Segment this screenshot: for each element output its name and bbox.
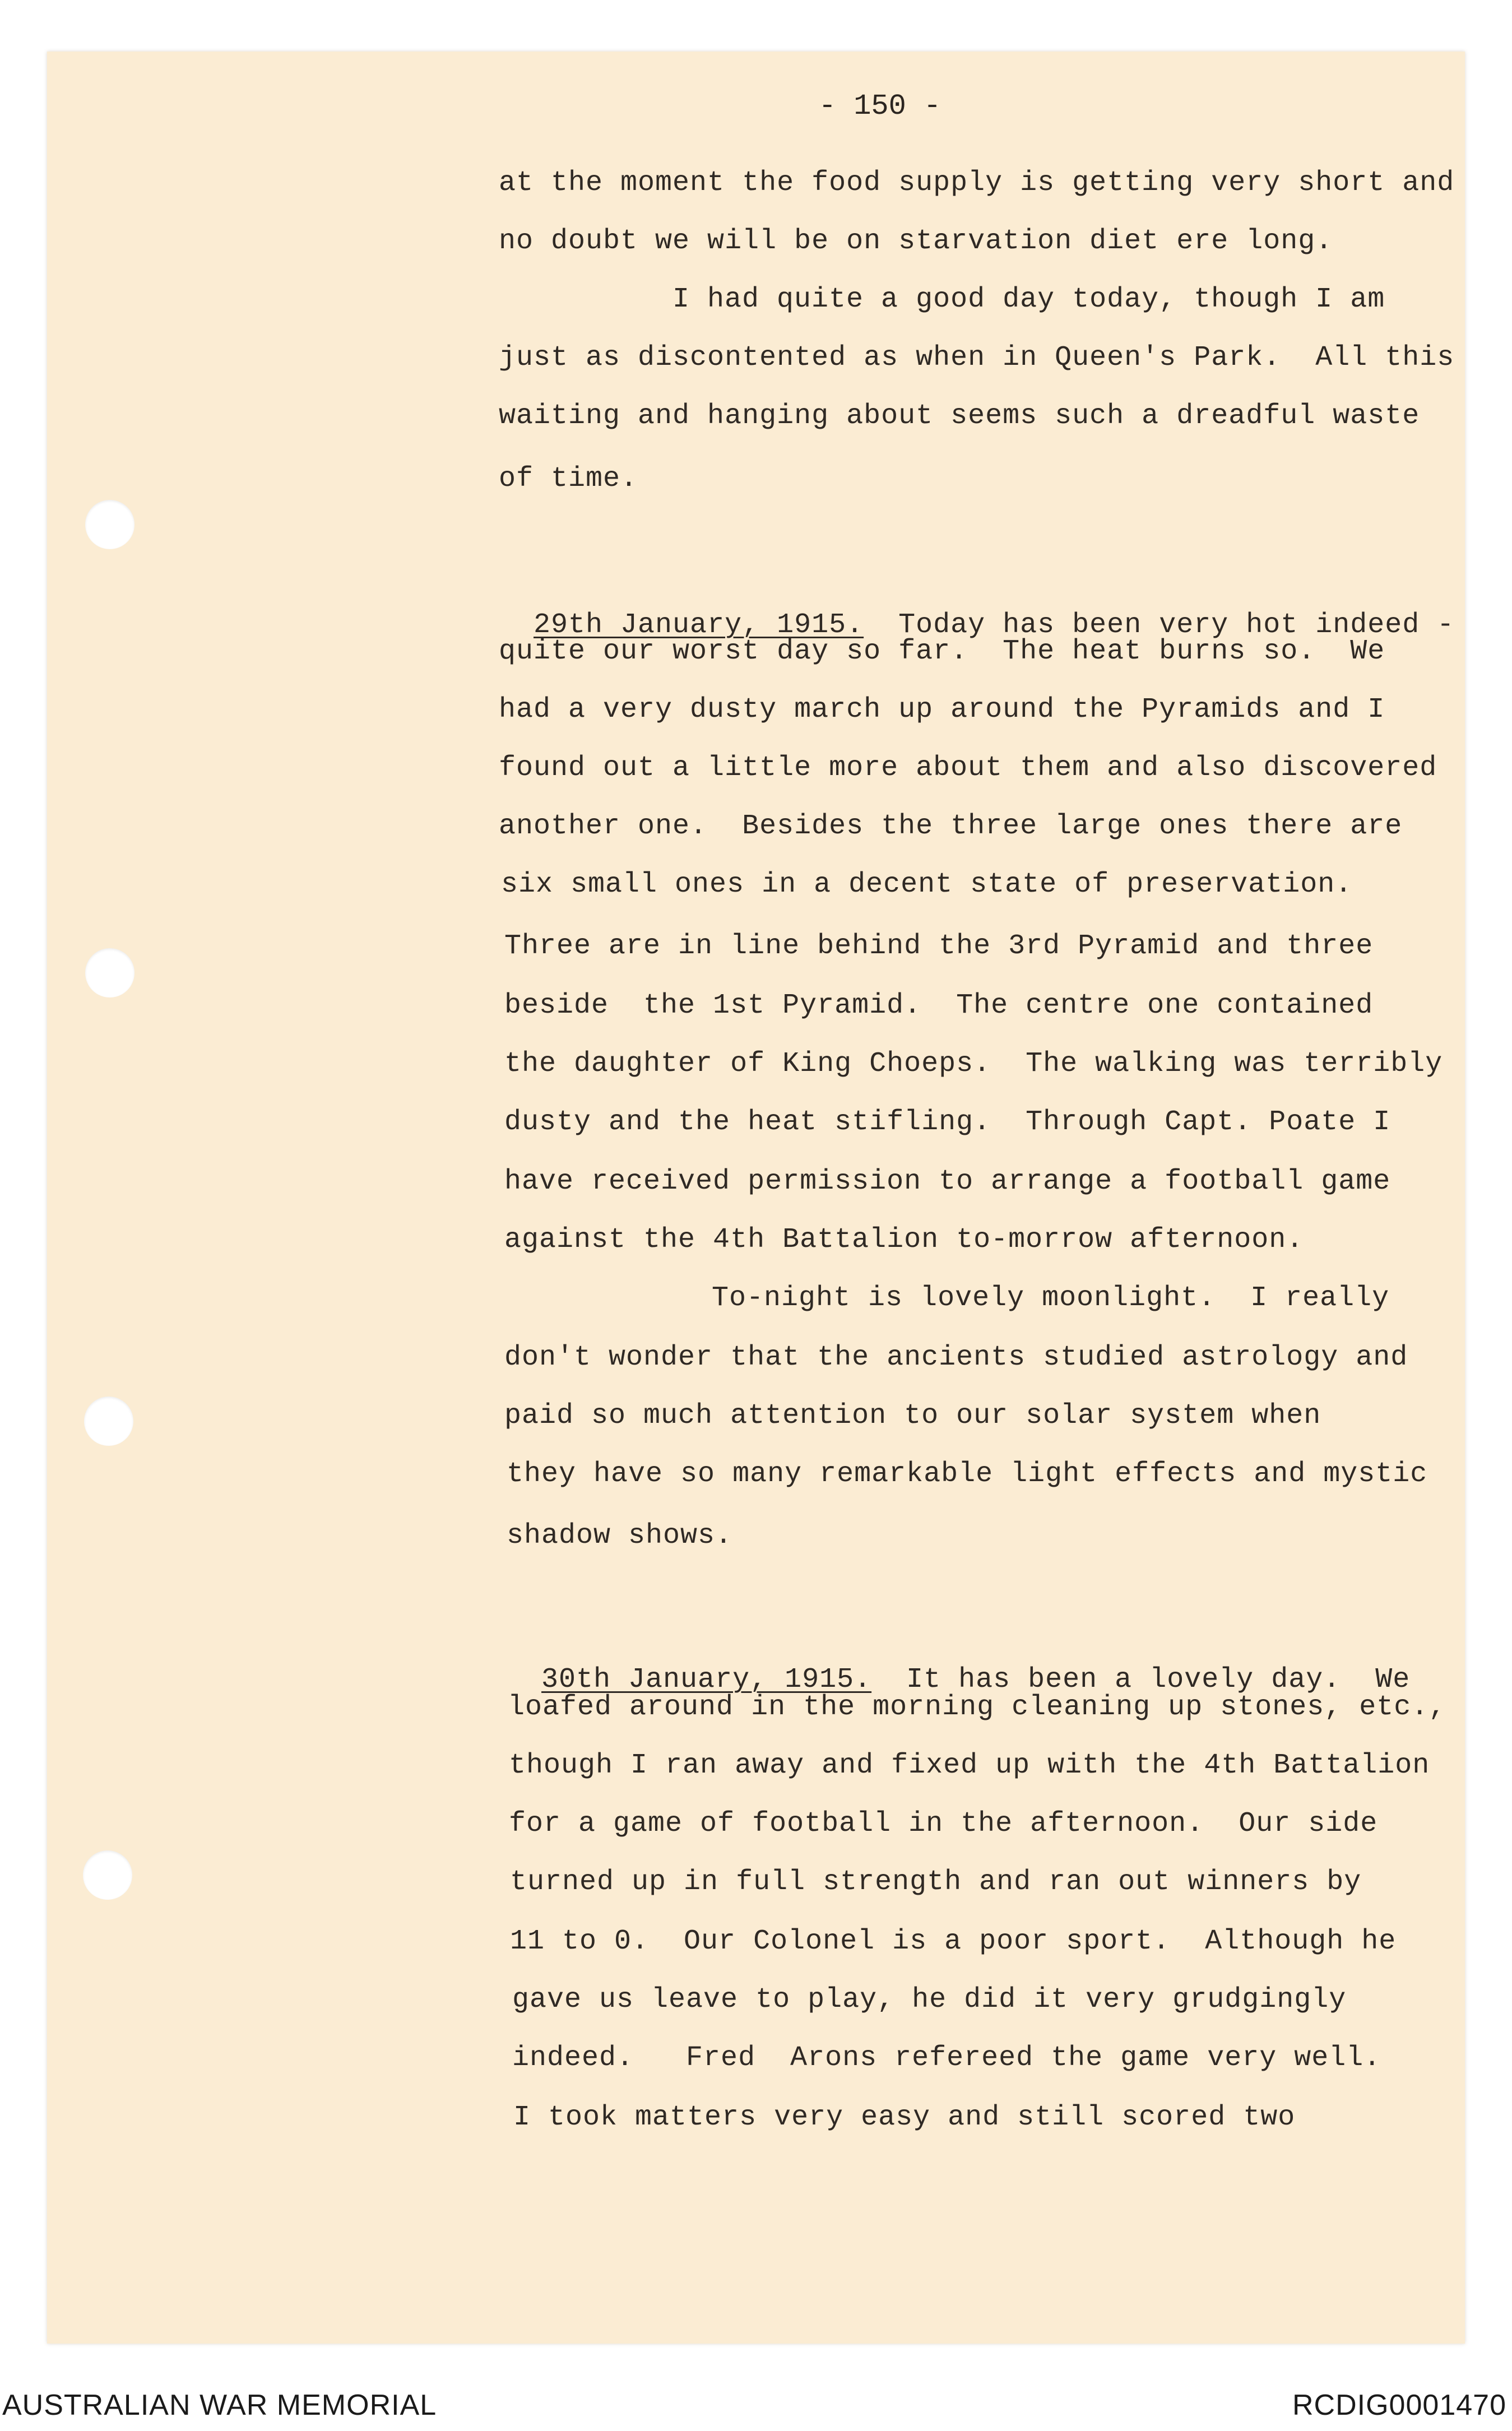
punch-hole [85, 500, 134, 549]
diary-text-line: shadow shows. [507, 1520, 733, 1552]
diary-text-line: no doubt we will be on starvation diet ere long. [499, 225, 1333, 257]
entry-text: It has been a lovely day. We [906, 1664, 1411, 1696]
diary-text-line: had a very dusty march up around the Pyramids and I [499, 694, 1385, 726]
diary-text-line: To-night is lovely moonlight. I really [712, 1282, 1390, 1314]
diary-text-line: for a game of football in the afternoon. Our side [509, 1808, 1378, 1840]
punch-hole [83, 1850, 132, 1900]
punch-hole [85, 948, 134, 998]
entry-date-heading: 30th January, 1915. [541, 1664, 872, 1696]
entry-text: Today has been very hot indeed - [898, 609, 1455, 641]
diary-text-line: 11 to 0. Our Colonel is a poor sport. Although he [510, 1926, 1397, 1957]
diary-text-line: six small ones in a decent state of preservation. [501, 869, 1353, 901]
diary-text-line: turned up in full strength and ran out winners by [510, 1866, 1362, 1898]
page-number: - 150 - [818, 90, 941, 123]
diary-text-line: don't wonder that the ancients studied astrology and [504, 1342, 1408, 1374]
diary-text-line: they have so many remarkable light effects and mystic [507, 1458, 1428, 1490]
diary-text-line: the daughter of King Choeps. The walking was terribly [504, 1048, 1443, 1080]
diary-text-line: dusty and the heat stifling. Through Capt. Poate I [504, 1106, 1391, 1138]
diary-text-line: found out a little more about them and also discovered [499, 752, 1437, 784]
diary-text-line: gave us leave to play, he did it very grudgingly [512, 1984, 1347, 2016]
diary-text-line: at the moment the food supply is getting very short and [499, 167, 1455, 199]
diary-text-line: I had quite a good day today, though I am [672, 284, 1385, 316]
diary-entry-line [507, 1632, 1410, 1696]
catalogue-id: RCDIG0001470 [1292, 2389, 1506, 2421]
diary-text-line: have received permission to arrange a football game [504, 1166, 1391, 1198]
diary-text-line: against the 4th Battalion to-morrow afternoon. [504, 1224, 1304, 1256]
punch-hole [84, 1397, 133, 1446]
diary-text-line: paid so much attention to our solar system when [504, 1400, 1321, 1432]
diary-text-line: loafed around in the morning cleaning up stones, etc., [508, 1691, 1446, 1723]
diary-text-line: I took matters very easy and still scored two [513, 2101, 1296, 2133]
diary-entry-line [499, 577, 1454, 641]
diary-text-line: quite our worst day so far. The heat burns so. We [499, 635, 1385, 667]
institution-credit: AUSTRALIAN WAR MEMORIAL [2, 2389, 437, 2421]
diary-text-line: of time. [499, 463, 638, 495]
diary-text-line: indeed. Fred Arons refereed the game very well. [512, 2042, 1381, 2074]
diary-text-line: just as discontented as when in Queen's Park. All this [499, 342, 1455, 374]
entry-date-heading: 29th January, 1915. [534, 609, 864, 641]
diary-text-line: Three are in line behind the 3rd Pyramid and three [504, 930, 1374, 962]
diary-text-line: waiting and hanging about seems such a dreadful waste [499, 400, 1420, 432]
diary-text-line: though I ran away and fixed up with the 4th Battalion [509, 1750, 1430, 1782]
diary-text-line: another one. Besides the three large ones there are [499, 810, 1403, 842]
diary-text-line: beside the 1st Pyramid. The centre one contained [504, 990, 1374, 1022]
